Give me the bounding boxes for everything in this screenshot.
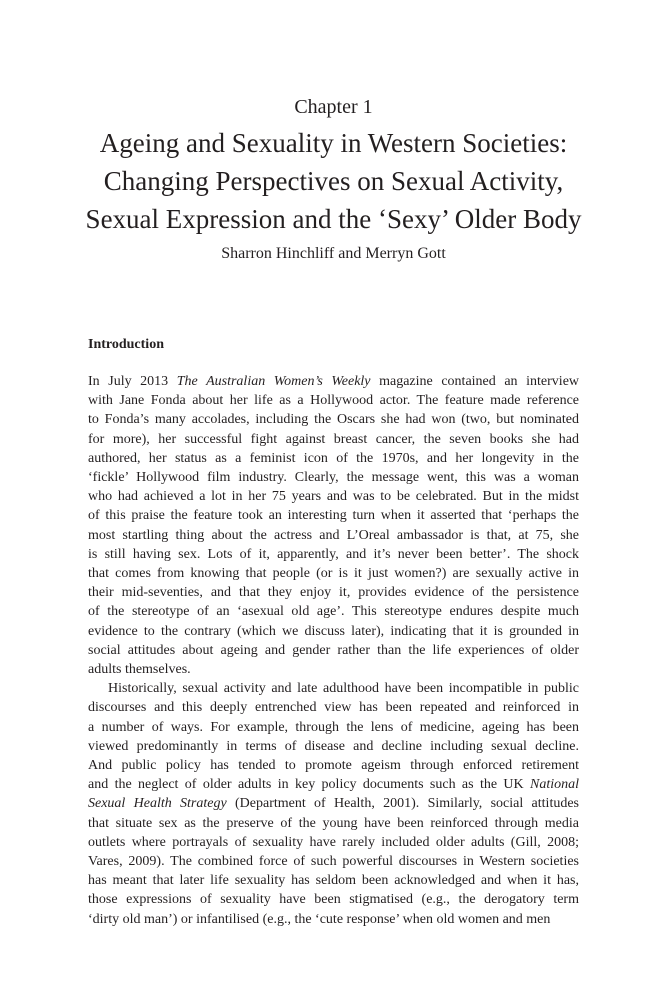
text-run: that situate sex as the preserve of the young have been reinforced through media: [88, 815, 579, 831]
text-run: discourses and this deeply entrenched view has been repeated and reinforced in: [88, 700, 579, 716]
text-line: [88, 910, 579, 929]
text-line: [88, 660, 579, 679]
text-line: [88, 545, 579, 564]
text-run: a number of ways. For example, through the lens of medicine, ageing has been: [88, 719, 579, 735]
chapter-title-line: Ageing and Sexuality in Western Societies:: [99, 128, 568, 158]
text-line: [88, 583, 579, 602]
text-line: [88, 449, 579, 468]
text-run: social attitudes about ageing and gender rather than the life experiences of older: [88, 642, 579, 658]
chapter-title-line: Sexual Expression and the ‘Sexy’ Older Body: [85, 204, 582, 234]
chapter-authors: Sharron Hinchliff and Merryn Gott: [221, 245, 446, 262]
text-run: adults themselves.: [88, 662, 191, 678]
text-line: [88, 775, 579, 794]
text-line: [88, 391, 579, 410]
chapter-title: [78, 124, 589, 238]
text-line: [88, 410, 579, 429]
section-heading: Introduction: [88, 337, 164, 352]
text-run: Historically, sexual activity and late adulthood have been incompatible in public: [108, 681, 579, 697]
paragraph: [88, 372, 579, 679]
text-line: [88, 737, 579, 756]
chapter-title-line: Changing Perspectives on Sexual Activity,: [103, 166, 564, 196]
text-run: authored, her status as a feminist icon of the 1970s, and her longevity in the: [88, 450, 579, 466]
italic-title: Sexual Health Strategy: [88, 796, 227, 812]
chapter-number: Chapter 1: [294, 96, 373, 118]
text-run: their mid-seventies, and that they enjoy it, provides evidence of the persistence: [88, 585, 579, 601]
italic-title: National: [529, 777, 579, 793]
body-text: [88, 372, 579, 929]
text-run: (Department of Health, 2001). Similarly, social attitudes: [226, 796, 579, 812]
text-line: [88, 602, 579, 621]
text-run: In July 2013: [88, 374, 177, 389]
text-line: [88, 526, 579, 545]
text-line: [88, 794, 579, 813]
text-run: viewed predominantly in terms of disease and decline including sexual decline.: [88, 738, 579, 754]
text-line: [88, 833, 579, 852]
text-run: of the stereotype of an ‘asexual old age’. This stereotype endures despite much: [88, 604, 579, 620]
text-line: [88, 622, 579, 641]
text-run: and the neglect of older adults in key policy documents such as the UK: [88, 777, 530, 793]
text-line: [88, 718, 579, 737]
text-line: [88, 641, 579, 660]
text-line: [88, 487, 579, 506]
text-run: Vares, 2009). The combined force of such powerful discourses in Western societies: [88, 854, 579, 870]
text-line: [88, 890, 579, 909]
text-line: [88, 698, 579, 717]
text-run: that comes from knowing that people (or is it just women?) are sexually active in: [88, 566, 579, 582]
text-run: And public policy has tended to promote ageism through enforced retirement: [88, 758, 579, 774]
text-line: [88, 871, 579, 890]
text-run: who had achieved a lot in her 75 years and was to be celebrated. But in the midst: [88, 489, 579, 505]
text-run: ‘dirty old man’) or infantilised (e.g., the ‘cute response’ when old women and men: [88, 911, 551, 927]
text-run: those expressions of sexuality have been stigmatised (e.g., the derogatory term: [88, 892, 579, 908]
text-line: [88, 814, 579, 833]
text-run: ‘fickle’ Hollywood film industry. Clearly, the message went, this was a woman: [88, 470, 579, 486]
italic-title: The Australian Women’s Weekly: [176, 374, 371, 389]
text-line: [88, 468, 579, 487]
text-line: [88, 852, 579, 871]
text-line: [88, 756, 579, 775]
text-run: is still having sex. Lots of it, apparently, and it’s never been better’. The shock: [88, 546, 579, 562]
text-run: for more), her successful fight against breast cancer, the seven books she had: [88, 431, 579, 447]
text-run: to Fonda’s many accolades, including the Oscars she had won (two, but nominated: [88, 412, 579, 428]
text-run: most startling thing about the actress and L’Oreal ambassador is that, at 75, she: [88, 527, 579, 543]
text-line: [88, 679, 579, 698]
text-line: [88, 372, 579, 391]
text-line: [88, 564, 579, 583]
text-run: has meant that later life sexuality has seldom been acknowledged and when it has,: [88, 873, 579, 889]
text-run: of this praise the feature took an interesting turn when it asserted that ‘perhaps the: [88, 508, 579, 524]
paragraph: [88, 679, 579, 929]
text-line: [88, 430, 579, 449]
text-run: with Jane Fonda about her life as a Hollywood actor. The feature made reference: [88, 393, 579, 409]
text-run: magazine contained an interview: [370, 374, 580, 389]
text-run: outlets where portrayals of sexuality have rarely included older adults (Gill, 2008;: [88, 834, 579, 850]
text-line: [88, 506, 579, 525]
text-run: evidence to the contrary (which we discuss later), indicating that it is grounded in: [88, 623, 579, 639]
